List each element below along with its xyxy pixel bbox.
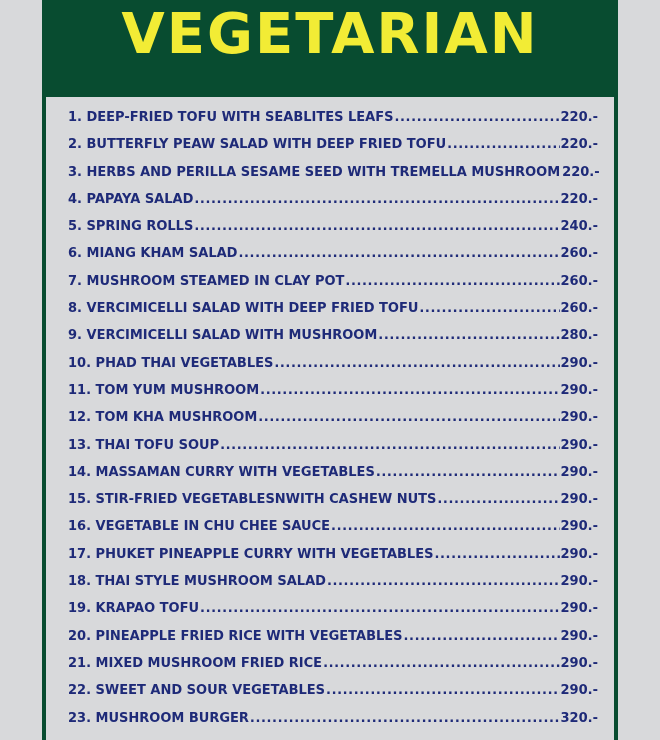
menu-item-name: 12. TOM KHA MUSHROOM — [68, 410, 258, 426]
menu-item-name: 11. TOM YUM MUSHROOM — [68, 382, 260, 398]
menu-item-name: 7. MUSHROOM STEAMED IN CLAY POT — [68, 273, 345, 289]
dot-leader — [394, 110, 559, 125]
menu-item — [68, 137, 598, 164]
dot-leader — [200, 601, 559, 616]
menu-item-price: 290.- — [560, 601, 598, 617]
menu-item — [68, 492, 598, 519]
dot-leader — [378, 328, 559, 343]
dot-leader — [376, 465, 560, 480]
dot-leader — [326, 683, 559, 698]
menu-item-price: 290.- — [560, 628, 598, 644]
menu-item — [68, 383, 598, 410]
menu-item — [68, 629, 598, 656]
dot-leader — [194, 219, 559, 234]
menu-item-name: 19. KRAPAO TOFU — [68, 601, 200, 617]
menu-item-price: 290.- — [560, 410, 598, 426]
menu-item-name: 18. THAI STYLE MUSHROOM SALAD — [68, 574, 326, 590]
dot-leader — [447, 137, 559, 152]
menu-item — [68, 711, 598, 738]
dot-leader — [434, 547, 559, 562]
menu-item — [68, 328, 598, 355]
menu-item — [68, 601, 598, 628]
menu-item-price: 290.- — [560, 546, 598, 562]
menu-item-price: 290.- — [560, 492, 598, 508]
menu-item-price: 260.- — [560, 246, 598, 262]
dot-leader — [194, 192, 559, 207]
menu-item-name: 15. STIR-FRIED VEGETABLESNWITH CASHEW NUTS — [68, 492, 437, 508]
menu-item-price: 290.- — [560, 683, 598, 699]
menu-item — [68, 574, 598, 601]
menu-item-price: 320.- — [560, 710, 598, 726]
menu-item-name: 14. MASSAMAN CURRY WITH VEGETABLES — [68, 464, 375, 480]
menu-item-name: 5. SPRING ROLLS — [68, 219, 194, 235]
menu-item-price: 220.- — [560, 110, 598, 125]
menu-item-name: 17. PHUKET PINEAPPLE CURRY WITH VEGETABLES — [68, 546, 434, 562]
dot-leader — [331, 519, 559, 534]
menu-item — [68, 356, 598, 383]
menu-item-price: 260.- — [560, 301, 598, 317]
menu-item — [68, 465, 598, 492]
menu-item-name: 22. SWEET AND SOUR VEGETABLES — [68, 683, 326, 699]
menu-item-price: 290.- — [560, 382, 598, 398]
menu-item-name: 21. MIXED MUSHROOM FRIED RICE — [68, 655, 323, 671]
menu-item-price: 220.- — [562, 164, 600, 180]
dot-leader — [238, 246, 559, 261]
menu-item-name: 20. PINEAPPLE FRIED RICE WITH VEGETABLES — [68, 628, 403, 644]
menu-item — [68, 438, 598, 465]
menu-item-name: 23. MUSHROOM BURGER — [68, 710, 249, 726]
dot-leader — [419, 301, 559, 316]
menu-item-price: 240.- — [560, 219, 598, 235]
menu-item — [68, 547, 598, 574]
menu-item-price: 220.- — [560, 191, 598, 207]
menu-item-name: 13. THAI TOFU SOUP — [68, 437, 220, 453]
menu-item-price: 290.- — [560, 355, 598, 371]
dot-leader — [274, 356, 559, 371]
menu-item — [68, 165, 598, 192]
menu-item-name: 6. MIANG KHAM SALAD — [68, 246, 238, 262]
title-banner — [42, 0, 618, 97]
menu-item-name: 3. HERBS AND PERILLA SESAME SEED WITH TREMELLA MUSHROOM — [68, 164, 561, 180]
menu-item — [68, 519, 598, 546]
menu-item-price: 290.- — [560, 519, 598, 535]
dot-leader — [258, 410, 559, 425]
dot-leader — [404, 629, 560, 644]
menu-card — [46, 97, 614, 740]
menu-item-name: 8. VERCIMICELLI SALAD WITH DEEP FRIED TOFU — [68, 301, 419, 317]
page-title: VEGETARIAN — [121, 2, 539, 67]
menu-item-price: 280.- — [560, 328, 598, 344]
menu-item — [68, 410, 598, 437]
menu-item — [68, 192, 598, 219]
menu-item — [68, 110, 598, 137]
menu-list — [68, 110, 598, 738]
dot-leader — [437, 492, 559, 507]
dot-leader — [250, 711, 560, 726]
menu-item — [68, 683, 598, 710]
menu-item-price: 260.- — [560, 273, 598, 289]
dot-leader — [323, 656, 559, 671]
dot-leader — [260, 383, 559, 398]
menu-item — [68, 274, 598, 301]
dot-leader — [220, 438, 559, 453]
dot-leader — [327, 574, 560, 589]
menu-item-price: 290.- — [560, 437, 598, 453]
menu-item-name: 16. VEGETABLE IN CHU CHEE SAUCE — [68, 519, 331, 535]
menu-item-price: 290.- — [560, 655, 598, 671]
menu-item-price: 220.- — [560, 137, 598, 153]
menu-item-name: 2. BUTTERFLY PEAW SALAD WITH DEEP FRIED TOFU — [68, 137, 447, 153]
menu-item — [68, 219, 598, 246]
menu-item-name: 9. VERCIMICELLI SALAD WITH MUSHROOM — [68, 328, 378, 344]
menu-item — [68, 656, 598, 683]
menu-item-price: 290.- — [560, 574, 598, 590]
menu-item-name: 4. PAPAYA SALAD — [68, 191, 194, 207]
menu-item-name: 10. PHAD THAI VEGETABLES — [68, 355, 274, 371]
menu-item-name: 1. DEEP-FRIED TOFU WITH SEABLITES LEAFS — [68, 110, 394, 125]
dot-leader — [345, 274, 559, 289]
menu-panel — [42, 0, 618, 740]
menu-item — [68, 301, 598, 328]
menu-item-price: 290.- — [560, 464, 598, 480]
menu-item — [68, 246, 598, 273]
